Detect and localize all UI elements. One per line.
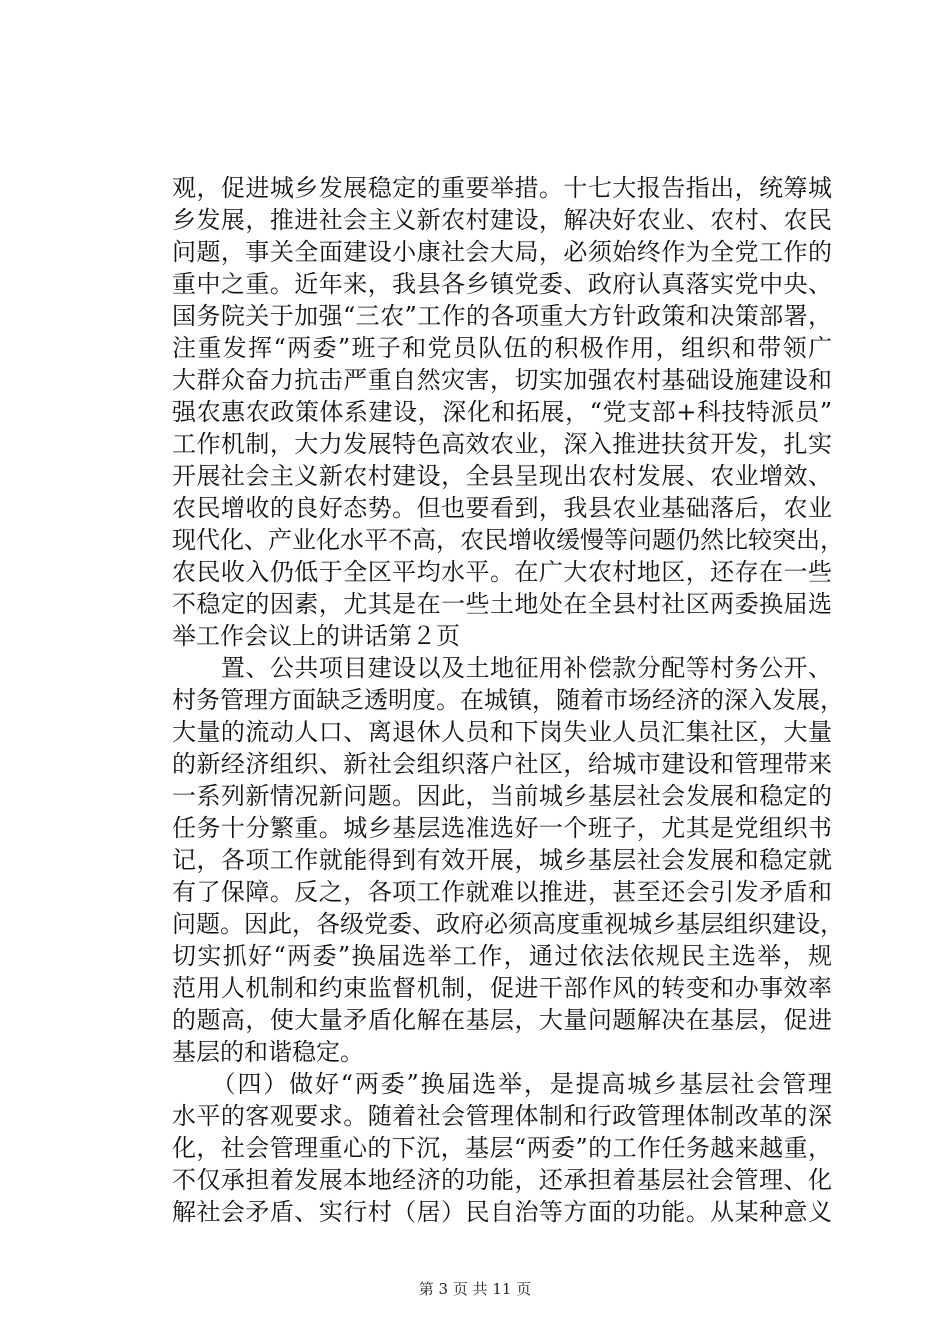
text-line: 观，促进城乡发展稳定的重要举措。十七大报告指出，统筹城 [172,174,832,202]
text-line: 的题高，使大量矛盾化解在基层，大量问题解决在基层，促进 [172,1006,832,1034]
text-line: 有了保障。反之，各项工作就难以推进，甚至还会引发矛盾和 [172,878,832,906]
text-line: 大量的流动人口、离退休人员和下岗失业人员汇集社区，大量 [172,718,832,746]
text-line: 基层的和谐稳定。 [172,1038,364,1066]
text-line: 任务十分繁重。城乡基层选准选好一个班子，尤其是党组织书 [172,814,832,842]
text-line: 开展社会主义新农村建设，全县呈现出农村发展、农业增效、 [172,462,832,490]
page-number-footer: 第 3 页 共 11 页 [418,1280,532,1298]
body-text [172,172,844,1228]
text-line: 国务院关于加强“三农”工作的各项重大方针政策和决策部署， [172,302,832,330]
text-line: 问题。因此，各级党委、政府必须高度重视城乡基层组织建设， [172,910,844,938]
text-line: 置、公共项目建设以及土地征用补偿款分配等村务公开、 [172,654,832,682]
text-line: 重中之重。近年来，我县各乡镇党委、政府认真落实党中央、 [172,270,832,298]
text-line: 强农惠农政策体系建设，深化和拓展，“党支部+科技特派员” [172,398,832,426]
text-line: 问题，事关全面建设小康社会大局，必须始终作为全党工作的 [172,238,832,266]
text-line: 解社会矛盾、实行村（居）民自治等方面的功能。从某种意义 [172,1198,832,1226]
text-line: 村务管理方面缺乏透明度。在城镇，随着市场经济的深入发展， [172,686,844,714]
text-line: 举工作会议上的讲话第２页 [172,622,460,650]
text-line: 一系列新情况新问题。因此，当前城乡基层社会发展和稳定的 [172,782,832,810]
text-line: 切实抓好“两委”换届选举工作，通过依法依规民主选举，规 [172,942,832,970]
text-line: 不仅承担着发展本地经济的功能，还承担着基层社会管理、化 [172,1166,832,1194]
text-line: 农民收入仍低于全区平均水平。在广大农村地区，还存在一些 [172,558,832,586]
text-line: 工作机制，大力发展特色高效农业，深入推进扶贫开发，扎实 [172,430,832,458]
text-line: 范用人机制和约束监督机制，促进干部作风的转变和办事效率 [172,974,832,1002]
text-line: 现代化、产业化水平不高，农民增收缓慢等问题仍然比较突出， [172,526,844,554]
text-line: 大群众奋力抗击严重自然灾害，切实加强农村基础设施建设和 [172,366,832,394]
text-line: 的新经济组织、新社会组织落户社区，给城市建设和管理带来 [172,750,832,778]
text-line: 不稳定的因素，尤其是在一些土地处在全县村社区两委换届选 [172,590,832,618]
text-line: 注重发挥“两委”班子和党员队伍的积极作用，组织和带领广 [172,334,832,362]
text-line: 乡发展，推进社会主义新农村建设，解决好农业、农村、农民 [172,206,832,234]
text-line: 记，各项工作就能得到有效开展，城乡基层社会发展和稳定就 [172,846,832,874]
text-line: （四）做好“两委”换届选举，是提高城乡基层社会管理 [172,1070,832,1098]
text-line: 农民增收的良好态势。但也要看到，我县农业基础落后，农业 [172,494,832,522]
text-line: 水平的客观要求。随着社会管理体制和行政管理体制改革的深 [172,1102,832,1130]
text-line: 化，社会管理重心的下沉，基层“两委”的工作任务越来越重， [172,1134,832,1162]
